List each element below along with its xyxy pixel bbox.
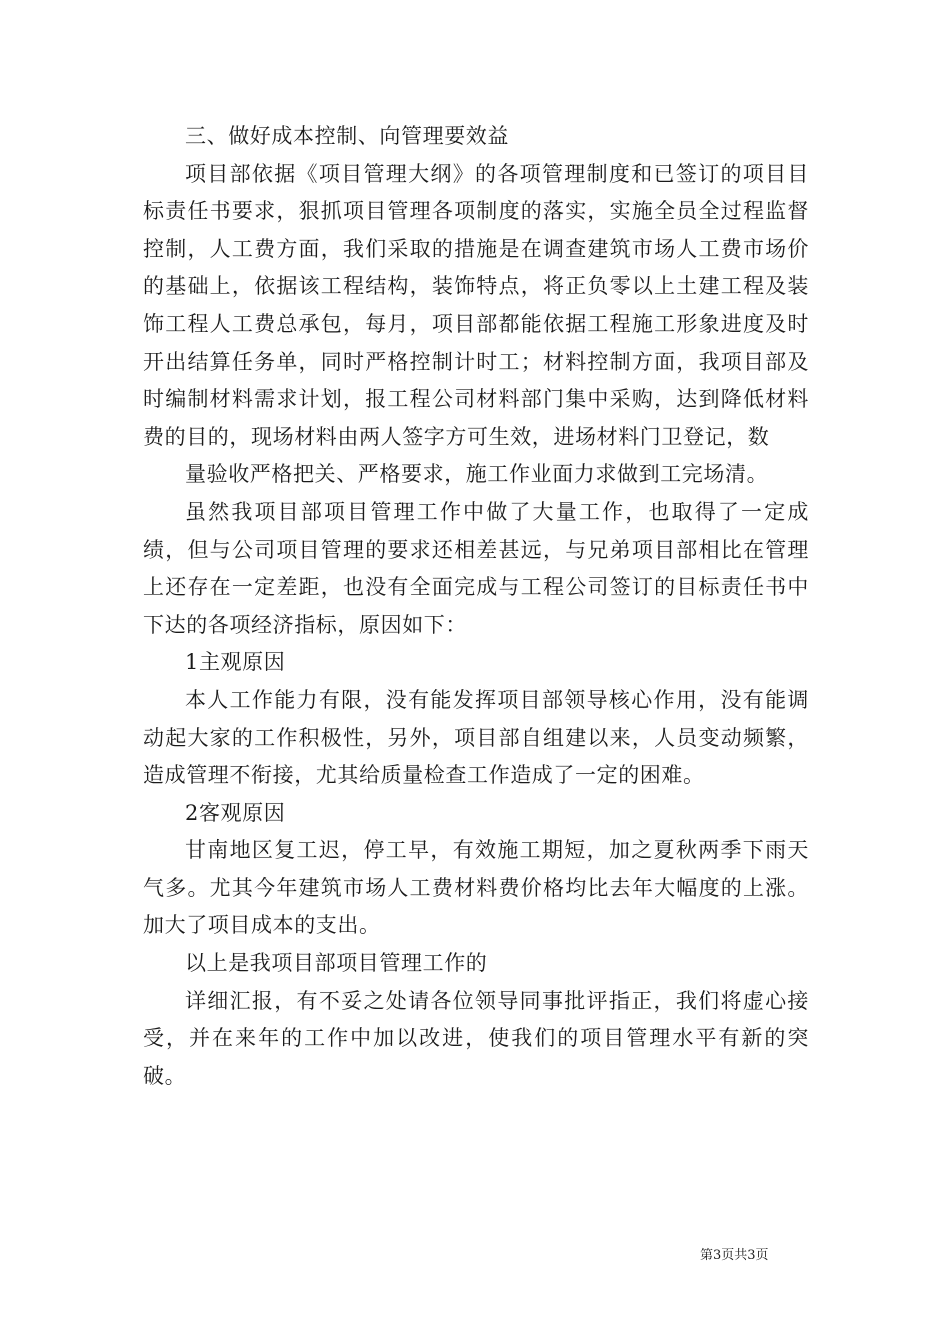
- subheading-subjective-reasons: 1主观原因: [185, 650, 286, 675]
- paragraph-summary-intro: 以上是我项目部项目管理工作的: [185, 951, 488, 976]
- paragraph-subjective-reasons: 本人工作能力有限，没有能发挥项目部领导核心作用，没有能调动起大家的工作积极性，另外，项目部自组建以来，人员变动频繁，造成管理不衔接，尤其给质量检查工作造成了一定的困难。: [143, 687, 809, 788]
- paragraph-closing: 详细汇报，有不妥之处请各位领导同事批评指正，我们将虚心接受，并在来年的工作中加以改进，使我们的项目管理水平有新的突破。: [143, 988, 809, 1088]
- document-body: [143, 118, 809, 1095]
- paragraph-shortcomings: 虽然我项目部项目管理工作中做了大量工作，也取得了一定成绩，但与公司项目管理的要求还相差甚远，与兄弟项目部相比在管理上还存在一定差距，也没有全面完成与工程公司签订的目标责任书中下达的各项经济指标，原因如下：: [143, 499, 809, 637]
- paragraph-objective-reasons: 甘南地区复工迟，停工早，有效施工期短，加之夏秋两季下雨天气多。尤其今年建筑市场人工费材料费价格均比去年大幅度的上涨。加大了项目成本的支出。: [143, 838, 809, 938]
- subheading-objective-reasons: 2客观原因: [185, 800, 286, 825]
- paragraph-cost-control: 项目部依据《项目管理大纲》的各项管理制度和已签订的项目目标责任书要求，狠抓项目管理各项制度的落实，实施全员全过程监督控制，人工费方面，我们采取的措施是在调查建筑市场人工费市场价的基础上，依据该工程结构，装饰特点，将正负零以上土建工程及装饰工程人工费总承包，每月，项目部都能依据工程施工形象进度及时开出结算任务单，同时严格控制计时工；材料控制方面，我项目部及时编制材料需求计划，报工程公司材料部门集中采购，达到降低材料费的目的，现场材料由两人签字方可生效，进场材料门卫登记，数: [143, 161, 809, 449]
- section-heading: 三、做好成本控制、向管理要效益: [185, 124, 509, 148]
- page-number-footer: 第3页共3页: [700, 1248, 769, 1263]
- paragraph-acceptance: 量验收严格把关、严格要求，施工作业面力求做到工完场清。: [185, 462, 769, 487]
